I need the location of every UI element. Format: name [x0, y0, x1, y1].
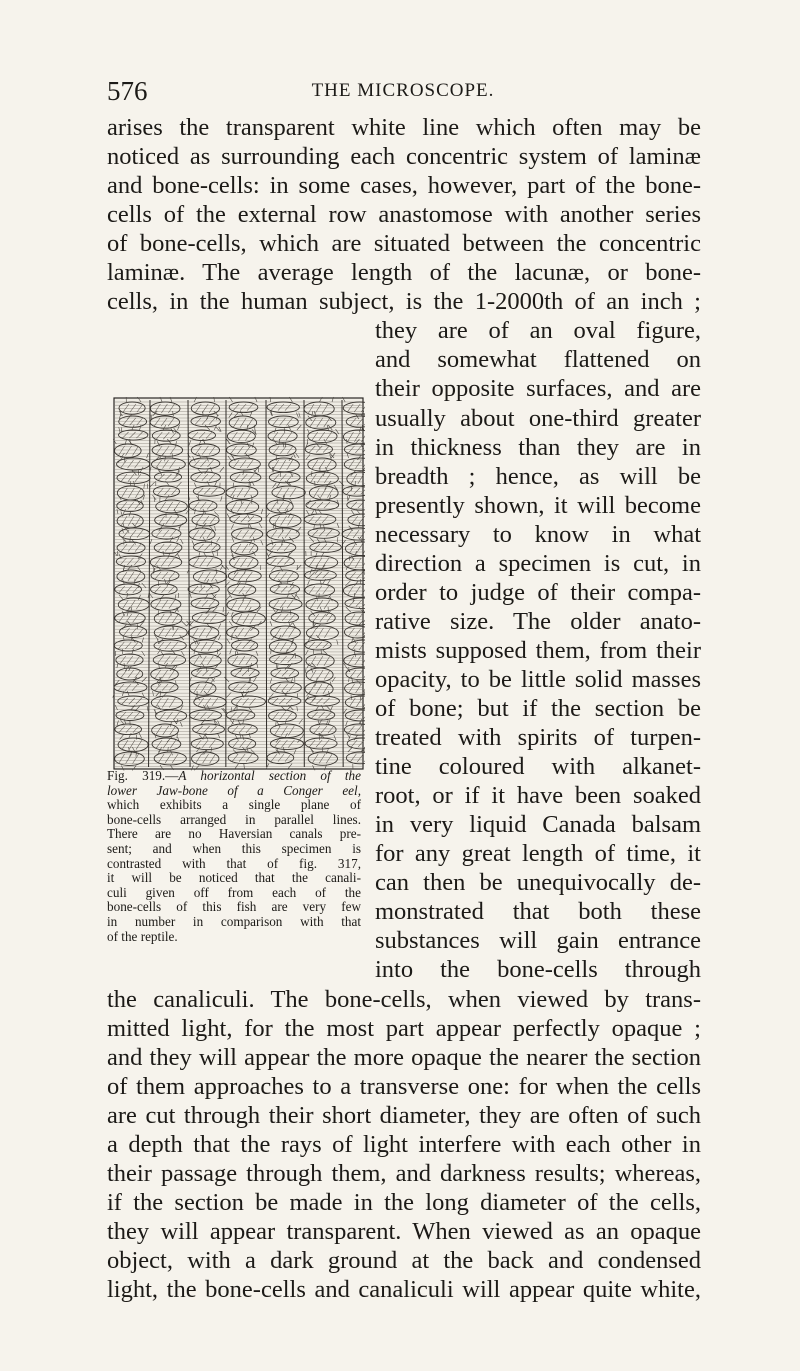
caption-line: it will be noticed that the canali-: [107, 870, 361, 886]
text-line: the canaliculi. The bone-cells, when viewed by trans-: [107, 985, 701, 1013]
caption-line: [107, 769, 361, 784]
caption-line: sent; and when this specimen is: [107, 840, 361, 856]
text-line: mitted light, for the most part appear perfectly opaque ;: [107, 1014, 701, 1042]
text-line: and somewhat flattened on: [375, 346, 701, 374]
text-line: if the section be made in the long diameter of the cells,: [107, 1188, 701, 1216]
text-line: rative size. The older anato-: [375, 607, 701, 635]
text-line: substances will gain entrance: [375, 927, 701, 955]
page-number: 576: [107, 76, 148, 106]
text-line: and bone-cells: in some cases, however, part of the bone-: [107, 172, 701, 200]
text-line: necessary to know in what: [375, 520, 701, 548]
text-line: root, or if it have been soaked: [375, 782, 701, 810]
caption-label: Fig. 319.—: [107, 768, 179, 783]
text-line: laminæ. The average length of the lacunæ, or bone-: [107, 259, 701, 287]
text-line: usually about one-third greater: [375, 404, 701, 432]
text-line: of bone-cells, which are situated between the concentric: [107, 230, 701, 258]
text-line: a depth that the rays of light interfere with each other in: [107, 1130, 701, 1158]
text-line: for any great length of time, it: [375, 840, 701, 868]
caption-line: There are no Haversian canals pre-: [107, 826, 361, 842]
caption-line: contrasted with that of fig. 317,: [107, 855, 361, 871]
text-line: cells, in the human subject, is the 1-2000th of an inch ;: [107, 288, 701, 316]
text-line: in thickness than they are in: [375, 433, 701, 461]
text-line: monstrated that both these: [375, 898, 701, 926]
caption-title-part-2: lower Jaw-bone of a Conger eel,: [107, 782, 361, 798]
figure-caption: [107, 769, 361, 944]
caption-line: in number in comparison with that: [107, 913, 361, 929]
text-line: and they will appear the more opaque the nearer the section: [107, 1043, 701, 1071]
caption-line: bone-cells arranged in parallel lines.: [107, 811, 361, 827]
cell-shading: [364, 670, 365, 678]
text-line: of bone; but if the section be: [375, 695, 701, 722]
text-line: are cut through their short diameter, they are often of such: [107, 1101, 701, 1129]
text-line: their opposite surfaces, and are: [375, 375, 701, 403]
text-line: they will appear transparent. When viewed as an opaque: [107, 1217, 701, 1245]
page-header: [107, 76, 699, 108]
text-line: arises the transparent white line which often may be: [107, 114, 701, 141]
cell-shading: [364, 754, 365, 762]
text-line: breadth ; hence, as will be: [375, 462, 701, 490]
caption-line: culi given off from each of the: [107, 884, 361, 900]
lamella-divider: [266, 400, 267, 767]
caption-line: which exhibits a single plane of: [107, 797, 361, 813]
caption-line: bone-cells of this fish are very few: [107, 899, 361, 915]
text-line: noticed as surrounding each concentric system of laminæ: [107, 143, 701, 171]
text-line: can then be unequivocally de-: [375, 869, 701, 897]
text-line: direction a specimen is cut, in: [375, 549, 701, 577]
text-line: tine coloured with alkanet-: [375, 753, 701, 781]
text-line: order to judge of their compa-: [375, 578, 701, 606]
text-line: into the bone-cells through: [375, 956, 701, 984]
text-line: presently shown, it will become: [375, 491, 701, 519]
caption-line: of the reptile.: [107, 928, 178, 944]
text-line: they are of an oval figure,: [375, 317, 701, 345]
text-line: cells of the external row anastomose with another series: [107, 201, 701, 229]
jawbone-section-illustration: [112, 396, 365, 771]
text-line: mists supposed them, from their: [375, 636, 701, 664]
canaliculus: [364, 691, 365, 696]
text-line: light, the bone-cells and canaliculi will appear quite white,: [107, 1276, 701, 1303]
running-title: THE MICROSCOPE.: [311, 80, 495, 101]
text-line: treated with spirits of turpen-: [375, 724, 701, 752]
text-line: opacity, to be little solid masses: [375, 665, 701, 693]
caption-line: [107, 784, 361, 799]
caption-title-part-1: A horizontal section of the: [178, 768, 362, 783]
text-line: their passage through them, and darkness results; whereas,: [107, 1159, 701, 1187]
text-line: of them approaches to a transverse one: for when the cells: [107, 1072, 701, 1100]
text-line: in very liquid Canada balsam: [375, 811, 701, 839]
cell-shading: [364, 418, 365, 425]
text-line: object, with a dark ground at the back and condensed: [107, 1246, 701, 1274]
cell-shading: [363, 712, 365, 719]
